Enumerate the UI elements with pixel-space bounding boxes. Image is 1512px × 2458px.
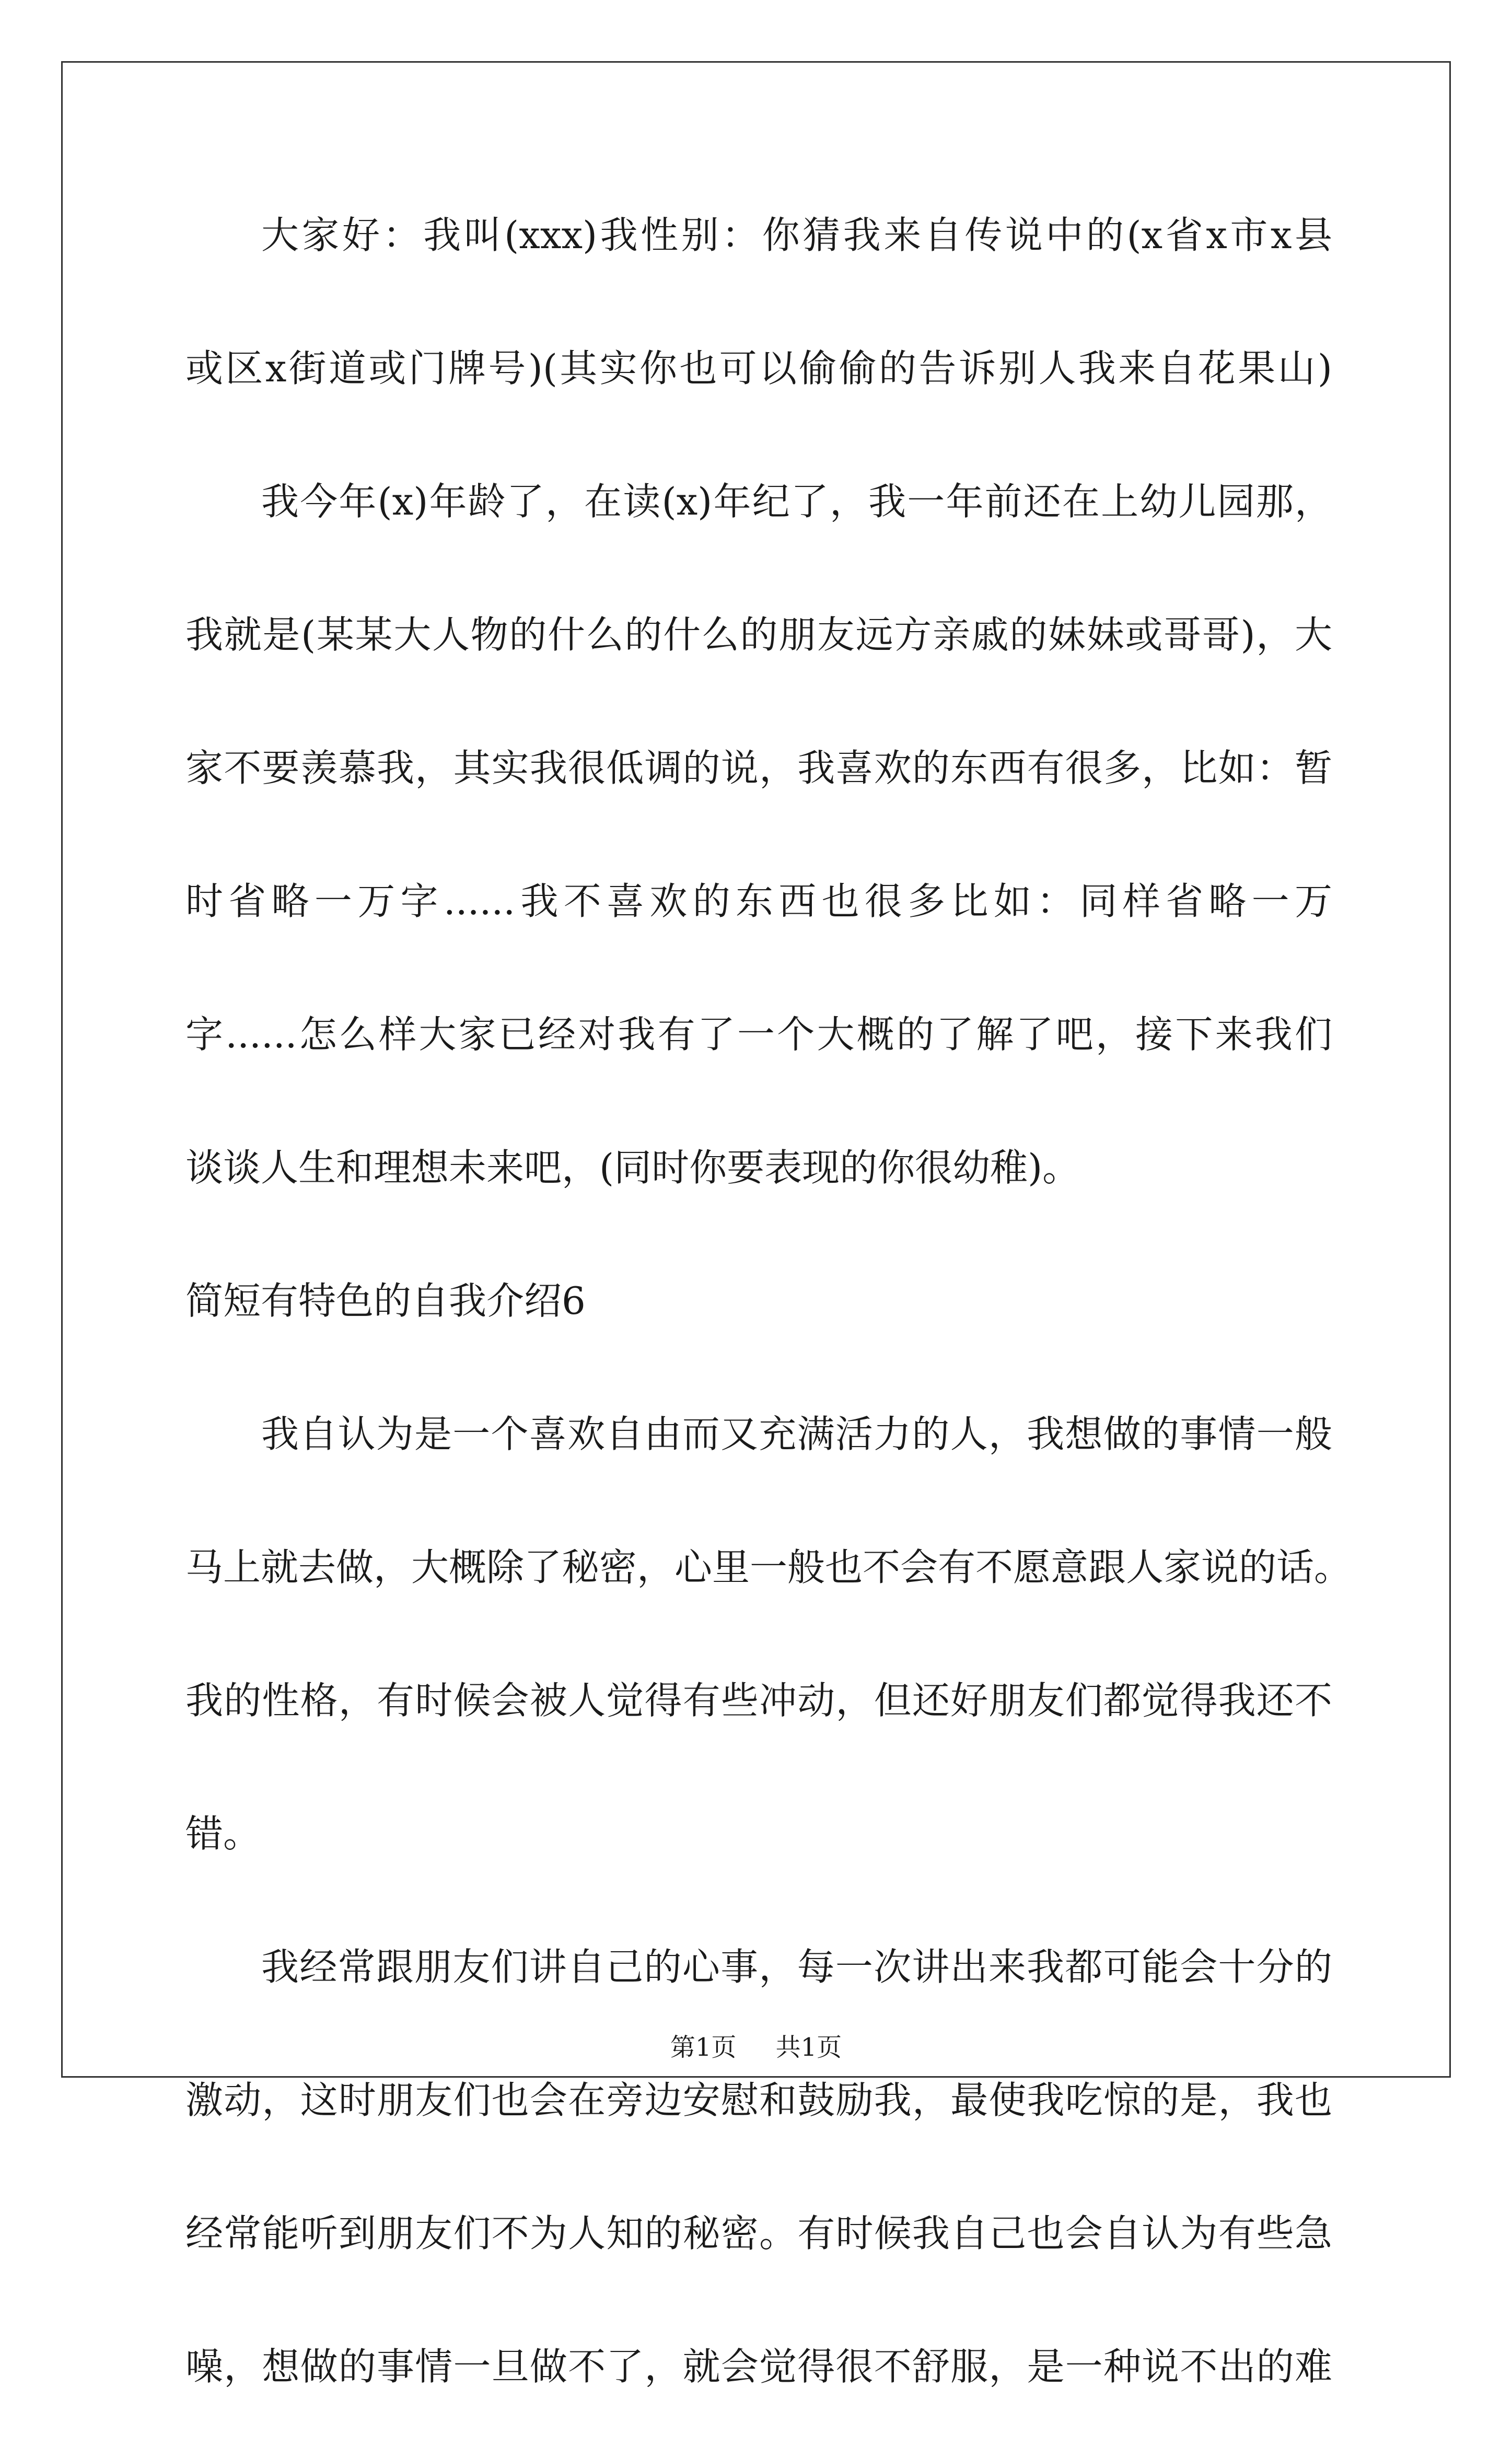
page-number: 第1页 [670, 2033, 737, 2062]
text-line: 或区x街道或门牌号)(其实你也可以偷偷的告诉别人我来自花果山) [185, 346, 1332, 390]
page-footer [0, 2027, 1512, 2063]
text-line: 时省略一万字......我不喜欢的东西也很多比如：同样省略一万 [185, 879, 1332, 923]
text-line: 激动，这时朋友们也会在旁边安慰和鼓励我，最使我吃惊的是，我也 [185, 2078, 1332, 2122]
section-heading: 简短有特色的自我介绍6 [185, 1279, 586, 1323]
text-line: 谈谈人生和理想未来吧，(同时你要表现的你很幼稚)。 [185, 1146, 1080, 1190]
text-line: 我自认为是一个喜欢自由而又充满活力的人，我想做的事情一般 [261, 1412, 1332, 1456]
text-line: 马上就去做，大概除了秘密，心里一般也不会有不愿意跟人家说的话。 [185, 1545, 1352, 1589]
document-body [185, 193, 1352, 2458]
text-line: 大家好：我叫(xxx)我性别：你猜我来自传说中的(x省x市x县 [261, 213, 1332, 257]
text-line: 经常能听到朋友们不为人知的秘密。有时候我自己也会自认为有些急 [185, 2211, 1332, 2255]
text-line: 字......怎么样大家已经对我有了一个大概的了解了吧，接下来我们 [185, 1012, 1332, 1056]
text-line: 我就是(某某大人物的什么的什么的朋友远方亲戚的妹妹或哥哥)，大 [185, 613, 1332, 657]
text-line: 错。 [185, 1812, 261, 1856]
text-line: 我今年(x)年龄了，在读(x)年纪了，我一年前还在上幼儿园那， [261, 480, 1332, 523]
text-line: 噪，想做的事情一旦做不了，就会觉得很不舒服，是一种说不出的难 [185, 2345, 1332, 2389]
text-line: 家不要羡慕我，其实我很低调的说，我喜欢的东西有很多，比如：暂 [185, 746, 1332, 790]
page-total: 共1页 [775, 2033, 842, 2062]
text-line: 我的性格，有时候会被人觉得有些冲动，但还好朋友们都觉得我还不 [185, 1679, 1332, 1722]
text-line: 我经常跟朋友们讲自己的心事，每一次讲出来我都可能会十分的 [261, 1945, 1332, 1989]
